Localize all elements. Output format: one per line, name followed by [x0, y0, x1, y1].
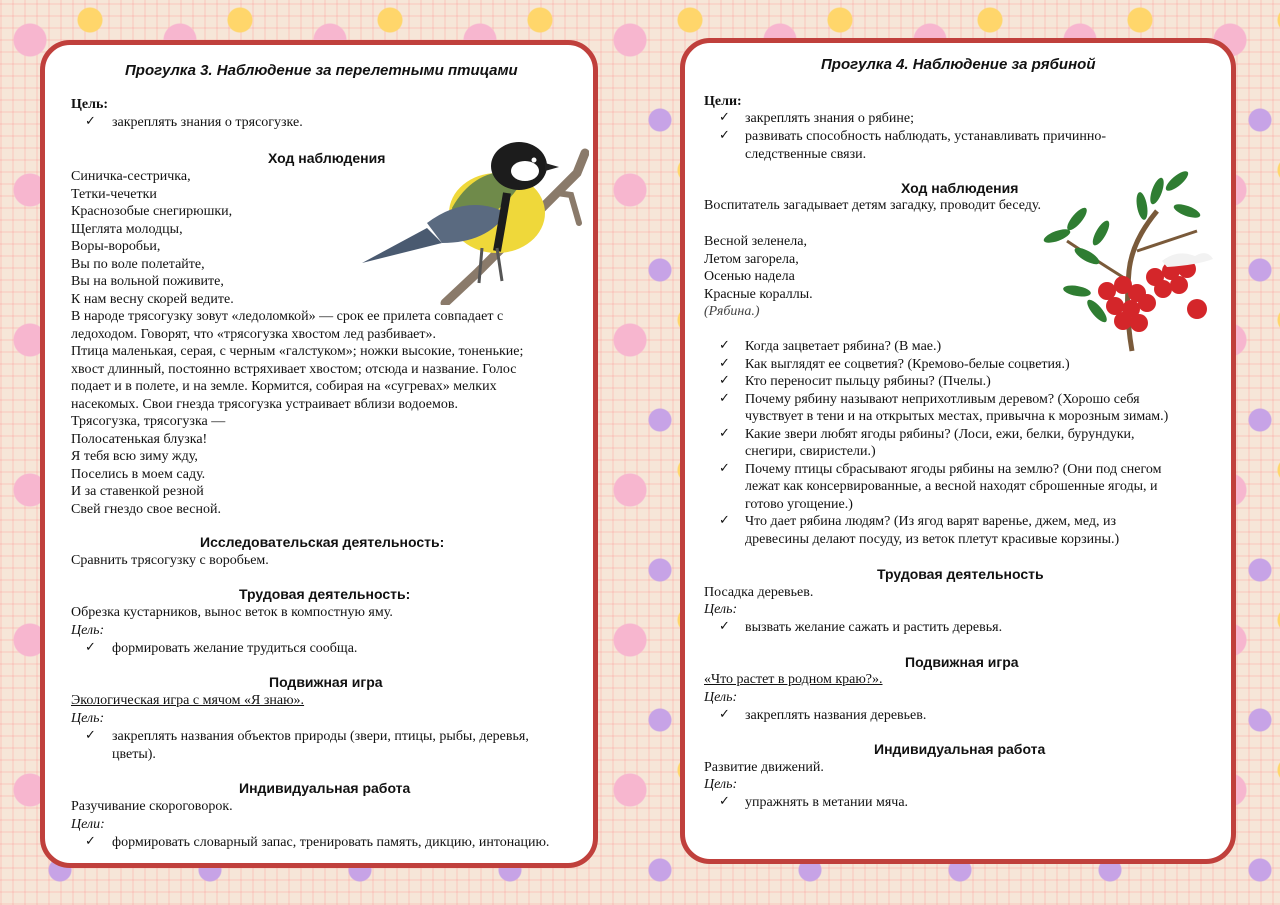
right-individual-goal: упражнять в метании мяча. — [745, 795, 909, 810]
right-riddle-line: Осенью надела — [704, 269, 795, 284]
left-game-goal-label: Цель: — [71, 711, 105, 726]
left-individual-heading: Индивидуальная работа — [239, 780, 411, 796]
left-game-text: Экологическая игра с мячом «Я знаю». — [71, 693, 305, 708]
question-line: Когда зацветает рябина? (В мае.) — [745, 339, 942, 354]
question-line: чувствует в тени и на открытых местах, привычна к морозным зимам.) — [745, 409, 1169, 424]
question-line: Кто переносит пыльцу рябины? (Пчелы.) — [745, 374, 991, 389]
checkmark-icon: ✓ — [719, 512, 730, 527]
left-poem1-line: Щеглята молодцы, — [71, 221, 183, 237]
question-line: готово угощение.) — [745, 496, 853, 512]
question-line: древесины делают посуду, из веток плетут красивые корзины.) — [745, 531, 1120, 547]
right-intro: Воспитатель загадывает детям загадку, проводит беседу. — [704, 198, 1041, 213]
checkmark-icon: ✓ — [719, 459, 730, 475]
question-line: Что дает рябина людям? (Из ягод варят варенье, джем, мед, из — [745, 514, 1117, 529]
right-riddle-line: Красные кораллы. — [704, 286, 813, 302]
left-observation-heading: Ход наблюдения — [268, 150, 386, 166]
checkmark-icon: ✓ — [719, 354, 730, 370]
left-poem1-line: Синичка-сестричка, — [71, 169, 191, 184]
left-research-heading: Исследовательская деятельность: — [200, 534, 445, 550]
page-left-card — [40, 40, 598, 868]
left-poem2-line: Я тебя всю зиму жду, — [71, 449, 198, 464]
left-individual-goal: формировать словарный запас, тренировать память, дикцию, интонацию. — [112, 835, 550, 850]
question-line: Как выглядят ее соцветия? (Кремово-белые соцветия.) — [745, 356, 1070, 372]
right-riddle-line: Весной зеленела, — [704, 234, 807, 249]
left-labor-goal: формировать желание трудиться сообща. — [112, 641, 358, 656]
right-goal-item-2b: следственные связи. — [745, 147, 867, 162]
left-labor-text: Обрезка кустарников, вынос веток в компостную яму. — [71, 605, 393, 620]
titmouse-bird-image — [357, 133, 589, 305]
question-line: Почему птицы сбрасывают ягоды рябины на землю? (Они под снегом — [745, 461, 1162, 477]
right-individual-text: Развитие движений. — [704, 760, 824, 775]
left-poem1-line: Воры-воробьи, — [71, 239, 161, 254]
right-goal-item-2a: развивать способность наблюдать, устанавливать причинно- — [745, 129, 1107, 144]
page-right-card — [680, 38, 1236, 864]
left-individual-text: Разучивание скороговорок. — [71, 799, 233, 814]
question-line: лежат как консервированные, а весной находят сброшенные ягоды, и — [745, 479, 1158, 494]
left-labor-goal-label: Цель: — [71, 623, 105, 638]
checkmark-icon: ✓ — [719, 109, 730, 124]
left-story-line: В народе трясогузку зовут «ледоломкой» — срок ее прилета совпадает с — [71, 309, 504, 324]
right-game-goal-label: Цель: — [704, 690, 738, 705]
left-poem1-line: Тетки-чечетки — [71, 186, 157, 202]
right-goal-label: Цели: — [704, 94, 742, 109]
left-poem2-line: Трясогузка, трясогузка — — [71, 414, 226, 429]
checkmark-icon: ✓ — [719, 127, 730, 142]
left-story-line: Птица маленькая, серая, с черным «галстуком»; ножки высокие, тоненькие; — [71, 344, 524, 359]
right-labor-goal-label: Цель: — [704, 602, 738, 617]
left-title: Прогулка 3. Наблюдение за перелетными птицами — [125, 62, 518, 79]
right-individual-heading: Индивидуальная работа — [874, 741, 1046, 757]
right-riddle-line: Летом загорела, — [704, 251, 799, 267]
left-story-line: подает и в полете, и на земле. Кормится, собирая на «сугревах» мелких — [71, 379, 497, 394]
checkmark-icon: ✓ — [85, 113, 96, 128]
checkmark-icon: ✓ — [719, 389, 730, 405]
left-poem1-line: К нам весну скорей ведите. — [71, 291, 234, 307]
rowan-branch-image — [1037, 161, 1217, 357]
checkmark-icon: ✓ — [719, 706, 730, 721]
left-story-line: насекомых. Свои гнезда трясогузка устраивает вблизи водоемов. — [71, 396, 458, 412]
left-poem1-line: Вы на вольной поживите, — [71, 274, 224, 289]
right-labor-heading: Трудовая деятельность — [877, 566, 1044, 582]
left-poem1-line: Вы по воле полетайте, — [71, 256, 205, 272]
checkmark-icon: ✓ — [85, 639, 96, 654]
checkmark-icon: ✓ — [719, 424, 730, 440]
left-poem2-line: Свей гнездо свое весной. — [71, 501, 221, 517]
left-poem2-line: И за ставенкой резной — [71, 484, 204, 499]
left-story-line: ледоходом. Говорят, что «трясогузка хвостом лед разбивает». — [71, 326, 437, 342]
left-poem2-line: Полосатенькая блузка! — [71, 431, 208, 447]
checkmark-icon: ✓ — [719, 618, 730, 633]
left-game-goal-line2: цветы). — [112, 747, 156, 762]
checkmark-icon: ✓ — [85, 727, 96, 742]
checkmark-icon: ✓ — [85, 833, 96, 848]
left-poem1-line: Краснозобые снегирюшки, — [71, 204, 233, 219]
checkmark-icon: ✓ — [719, 793, 730, 808]
right-labor-text: Посадка деревьев. — [704, 585, 814, 600]
right-riddle-answer: (Рябина.) — [704, 304, 760, 319]
checkmark-icon: ✓ — [719, 372, 730, 387]
left-research-text: Сравнить трясогузку с воробьем. — [71, 553, 269, 568]
checkmark-icon: ✓ — [719, 337, 730, 352]
left-goal-label: Цель: — [71, 97, 109, 112]
right-individual-goal-label: Цель: — [704, 777, 738, 792]
right-labor-goal: вызвать желание сажать и растить деревья. — [745, 620, 1003, 635]
question-line: Какие звери любят ягоды рябины? (Лоси, ежи, белки, бурундуки, — [745, 426, 1135, 442]
right-title: Прогулка 4. Наблюдение за рябиной — [821, 56, 1096, 73]
right-game-heading: Подвижная игра — [905, 654, 1019, 670]
left-game-heading: Подвижная игра — [269, 674, 383, 690]
question-line: снегири, свиристели.) — [745, 444, 876, 459]
question-line: Почему рябину называют неприхотливым деревом? (Хорошо себя — [745, 391, 1140, 407]
left-goal-item: закреплять знания о трясогузке. — [112, 115, 303, 130]
left-individual-goal-label: Цели: — [71, 817, 105, 832]
left-game-goal-line1: закреплять названия объектов природы (звери, птицы, рыбы, деревья, — [112, 729, 529, 744]
right-game-goal: закреплять названия деревьев. — [745, 708, 927, 723]
left-labor-heading: Трудовая деятельность: — [239, 586, 411, 602]
right-goal-item-1: закреплять знания о рябине; — [745, 111, 914, 126]
left-poem2-line: Поселись в моем саду. — [71, 466, 206, 482]
right-observation-heading: Ход наблюдения — [901, 180, 1019, 196]
right-game-text: «Что растет в родном краю?». — [704, 672, 883, 687]
left-story-line: хвост длинный, постоянно встряхивает хвостом; отсюда и название. Голос — [71, 361, 517, 377]
